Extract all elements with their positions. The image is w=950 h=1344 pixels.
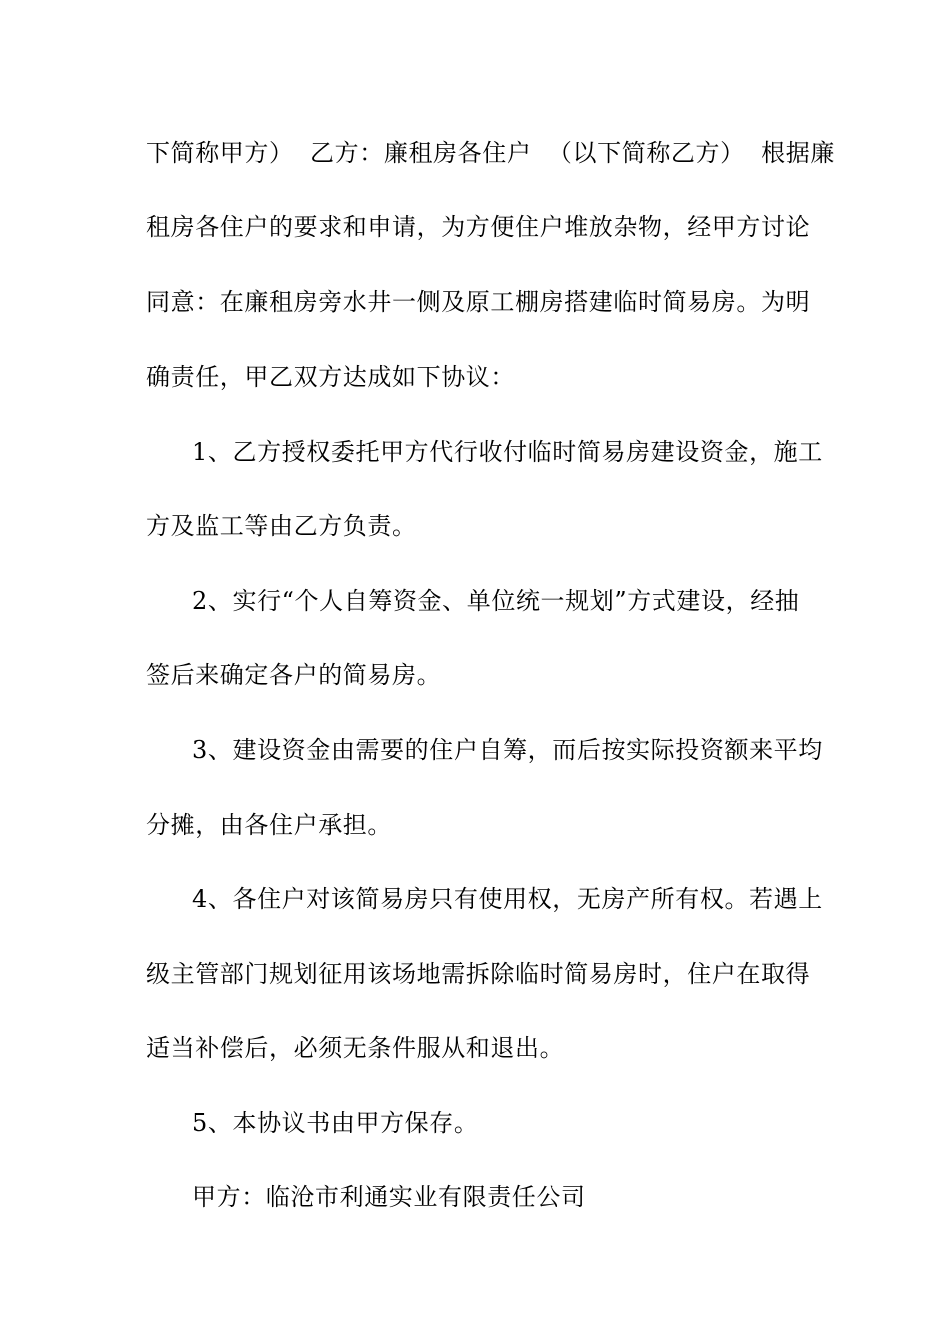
clause-5-line-1: 5、本协议书由甲方保存。 [192, 1109, 479, 1137]
clause-4-line-2: 级主管部门规划征用该场地需拆除临时简易房时，住户在取得 [146, 960, 811, 988]
clause-3-line-1: 3、建设资金由需要的住户自筹，而后按实际投资额来平均 [192, 736, 823, 764]
clause-4-line-3: 适当补偿后，必须无条件服从和退出。 [146, 1034, 565, 1062]
clause-1-line-1: 1、乙方授权委托甲方代行收付临时简易房建设资金，施工 [192, 438, 823, 466]
clause-1-line-2: 方及监工等由乙方负责。 [146, 512, 417, 540]
intro-line-2: 租房各住户的要求和申请，为方便住户堆放杂物，经甲方讨论 [146, 213, 811, 241]
clause-2-line-2: 签后来确定各户的简易房。 [146, 661, 442, 689]
clause-4-line-1: 4、各住户对该简易房只有使用权，无房产所有权。若遇上 [192, 885, 823, 913]
party-a-signature: 甲方：临沧市利通实业有限责任公司 [192, 1183, 586, 1211]
intro-line-4: 确责任，甲乙双方达成如下协议： [146, 363, 515, 391]
intro-line-1: 下简称甲方） 乙方：廉租房各住户 （以下简称乙方） 根据廉 [146, 139, 835, 167]
clause-2-line-1: 2、实行“个人自筹资金、单位统一规划”方式建设，经抽 [192, 587, 800, 615]
intro-line-3: 同意：在廉租房旁水井一侧及原工棚房搭建临时简易房。为明 [146, 288, 811, 316]
clause-3-line-2: 分摊，由各住户承担。 [146, 811, 392, 839]
